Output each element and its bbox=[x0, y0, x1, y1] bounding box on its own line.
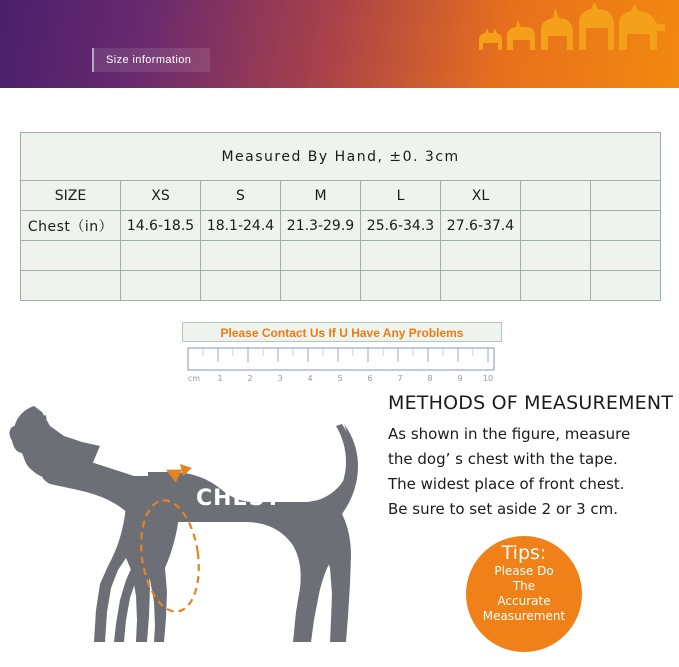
cell-empty bbox=[441, 241, 521, 271]
cell-empty bbox=[441, 271, 521, 301]
row-label-empty-1 bbox=[21, 241, 121, 271]
cell-empty bbox=[521, 271, 591, 301]
ruler-illustration bbox=[180, 346, 502, 384]
cell-empty bbox=[121, 271, 201, 301]
tab-size-information[interactable] bbox=[92, 48, 210, 72]
tips-line-1: Please Do bbox=[494, 564, 554, 578]
svg-text:cm: cm bbox=[187, 374, 201, 383]
cell-empty bbox=[201, 271, 281, 301]
tips-line-4: Measurement bbox=[482, 609, 566, 623]
column-header-xl: XL bbox=[441, 181, 521, 211]
tab-size-information-label: Size information bbox=[106, 54, 192, 66]
methods-body bbox=[388, 422, 674, 522]
table-row bbox=[21, 271, 661, 301]
svg-text:7: 7 bbox=[397, 374, 403, 383]
dog-silhouettes-icon bbox=[471, 0, 671, 50]
cell-empty bbox=[591, 241, 661, 271]
contact-banner-text: Please Contact Us If U Have Any Problems bbox=[220, 326, 464, 340]
cell-empty bbox=[201, 241, 281, 271]
cell-empty bbox=[521, 241, 591, 271]
cell-chest-m: 21.3-29.9 bbox=[281, 211, 361, 241]
cell-empty bbox=[591, 271, 661, 301]
methods-title: METHODS OF MEASUREMENT bbox=[388, 392, 674, 414]
svg-text:10: 10 bbox=[482, 374, 494, 383]
column-header-s: S bbox=[201, 181, 281, 211]
svg-text:1: 1 bbox=[217, 374, 223, 383]
cell-empty bbox=[361, 241, 441, 271]
cell-empty bbox=[121, 241, 201, 271]
cell-chest-blank-1 bbox=[521, 211, 591, 241]
svg-text:5: 5 bbox=[337, 374, 343, 383]
column-header-size: SIZE bbox=[21, 181, 121, 211]
column-header-m: M bbox=[281, 181, 361, 211]
methods-line-1: As shown in the figure, measure bbox=[388, 425, 631, 443]
cell-empty bbox=[361, 271, 441, 301]
table-title-row bbox=[21, 133, 661, 181]
row-label-empty-2 bbox=[21, 271, 121, 301]
cell-chest-xl: 27.6-37.4 bbox=[441, 211, 521, 241]
table-row bbox=[21, 241, 661, 271]
column-header-blank-1 bbox=[521, 181, 591, 211]
cell-chest-xs: 14.6-18.5 bbox=[121, 211, 201, 241]
table-row bbox=[21, 211, 661, 241]
size-table-container bbox=[20, 132, 660, 301]
tips-line-2: The bbox=[512, 579, 536, 593]
svg-text:2: 2 bbox=[247, 374, 253, 383]
table-title: Measured By Hand, ±0. 3cm bbox=[21, 133, 661, 181]
column-header-xs: XS bbox=[121, 181, 201, 211]
cell-empty bbox=[281, 271, 361, 301]
cell-chest-blank-2 bbox=[591, 211, 661, 241]
svg-text:6: 6 bbox=[367, 374, 373, 383]
page-header bbox=[0, 0, 679, 88]
size-table bbox=[20, 132, 661, 301]
svg-text:3: 3 bbox=[277, 374, 283, 383]
contact-banner bbox=[182, 322, 502, 342]
svg-text:9: 9 bbox=[457, 374, 463, 383]
table-header-row bbox=[21, 181, 661, 211]
column-header-blank-2 bbox=[591, 181, 661, 211]
chest-label: CHEST bbox=[196, 486, 282, 511]
cell-chest-s: 18.1-24.4 bbox=[201, 211, 281, 241]
methods-line-2: the dog’ s chest with the tape. bbox=[388, 450, 618, 468]
tips-badge bbox=[466, 536, 582, 652]
cell-empty bbox=[281, 241, 361, 271]
svg-text:4: 4 bbox=[307, 374, 313, 383]
methods-line-3: The widest place of front chest. bbox=[388, 475, 625, 493]
cell-chest-l: 25.6-34.3 bbox=[361, 211, 441, 241]
svg-text:8: 8 bbox=[427, 374, 433, 383]
tips-heading: Tips: bbox=[501, 542, 547, 564]
tips-line-3: Accurate bbox=[497, 594, 551, 608]
column-header-l: L bbox=[361, 181, 441, 211]
dog-figure-illustration bbox=[8, 380, 368, 655]
row-label-chest: Chest（in） bbox=[21, 211, 121, 241]
methods-line-4: Be sure to set aside 2 or 3 cm. bbox=[388, 500, 619, 518]
